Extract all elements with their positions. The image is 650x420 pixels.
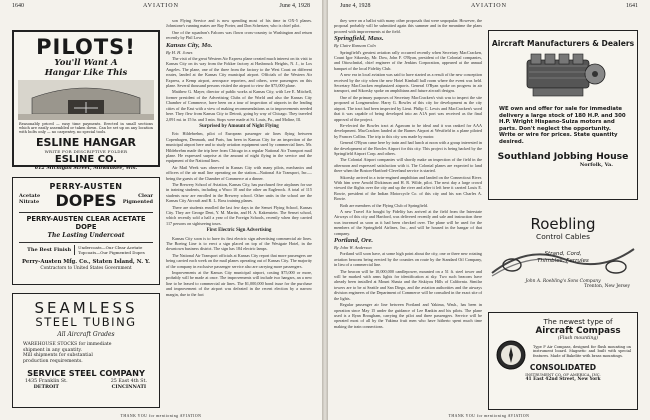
section-title-springfield: Springfield, Mass. [334, 35, 384, 43]
byline: By Claire Ransom Coln [334, 43, 376, 49]
seamless-company: SERVICE STEEL COMPANY [27, 368, 145, 379]
roebling-name: Roebling [530, 215, 596, 233]
southland-jobbing-ad [488, 30, 638, 200]
perry-company-top: PERRY-AUSTEN [49, 182, 123, 191]
esline-tagline-1: You'll Want A [54, 58, 118, 68]
seamless-line-1: SEAMLESS [34, 299, 138, 317]
compass-address: 41 East 42nd Street, New York [525, 377, 601, 383]
article-paragraph: There are students enrolled the last few days in the Sensei Flying School, Kansas City. They are George Dent, Y. M. Martin, and H. A. Kakenstein. The Sensei school, which recently sold a half a year of the Foreign Schools, recently when they carried 117 persons on sightseeing tours. [166, 204, 312, 226]
perry-clear: Clear [138, 193, 153, 199]
roebling-cables-ad [488, 214, 638, 298]
right-running-header [340, 3, 638, 13]
southland-body: WE own and offer for sale for immediate delivery a large stock of 180 H.P. and 300 H.P. Wright Hispano-Suiza motors and parts. Don't neglect the opportunity. Write or wire for prices. State quantity desired. [499, 106, 626, 145]
hangar-illustration [18, 80, 154, 120]
left-page [0, 0, 322, 420]
subheading-night-flying: Surprised by Amount of Night Flying [199, 123, 279, 129]
article-paragraph: One of the primary purposes of Secretary MacCracken's visit was to inspect the site proposed at Longmeadow. Harry G. Bowles of this city for development as the city airport. The tract had been inspected by Lieut. Philip C. Lewis and MacCracken's word that it was capable of being developed into an A1A port was received as the final approval of the project. [334, 94, 482, 122]
compass-line-1: The newest type of [543, 317, 613, 326]
article-paragraph: The beacon will be 10,000,000 candlepower, mounted on a 51 ft. steel tower and will be marked with arms lights for identification at sky. Two such beacons have already been installed at Mount Shasta and the Siskiyou Hills of California. Similar towers are to be at Seattle and San Diego, and the aviation authorities and the airways division engineers of the Department of Commerce will be consulted in the exact site of the lights. [334, 268, 482, 301]
seamless-stock-2: shipment in any quantity. [23, 347, 82, 353]
right-page [328, 0, 650, 420]
seamless-addr-2: 25 East 4th St. [110, 379, 147, 385]
perry-finish-1: Undercoats—Our Clear Acetate [78, 245, 143, 250]
right-article-column [334, 18, 482, 410]
left-article-column [166, 18, 312, 410]
roebling-illustration-area [488, 241, 638, 279]
roebling-city: Trenton, New Jersey [584, 284, 630, 290]
left-footer: THANK YOU for mentioning AVIATION [120, 414, 202, 418]
esline-cta: WRITE FOR DESCRIPTIVE FOLDER [44, 148, 128, 154]
perry-slogan: The Lasting Undercoat [47, 232, 125, 239]
roebling-maker: John A. Roebling's Sons Company [525, 279, 601, 284]
seamless-grades: All Aircraft Grades [57, 331, 115, 338]
perry-finish-2: Topcoats—Our Pigmented Dopes [78, 250, 145, 255]
article-paragraph: Matthew G. Mayer, director of public works at Kansas City, with Lee E. Mitchell, former president of the Advertising Clubs of the World and also the Kansas City Chamber of Commerce, have been on a tour of inspection of airports in the leading cities of the East with a view of making recommendations as to improvements needed here. They flew from Kansas City to Detroit, going by way of Chicago. They traveled 2,091 mi. in 15 hr. and 3 min. Stops were made at St. Louis, Pa., and Moline, Ill. [166, 89, 312, 122]
seamless-stock-1: WAREHOUSE STOCKS for immediate [23, 342, 112, 347]
perry-pigmented: Pigmented [122, 199, 153, 205]
southland-headline: Aircraft Manufacturers & Dealers [491, 39, 635, 48]
consolidated-compass-ad [488, 312, 638, 410]
article-paragraph: Regular passenger air line between Portland and Yakima, Wash., has been in operation since May 15 under the guidance of Lee Rankin and his pilots. The plane used is a Ryan Brougham, carrying the pilot and three passengers. Service will be operated most of all by the Yakima fruit men who have hitherto spent much time making the train connections. [334, 302, 482, 329]
engine-illustration [517, 52, 609, 100]
article-paragraph: The Colonial Airport companies will shortly make an inspection of the field in the afternoon and expressed satisfaction with it. The Colonial planes are expected to land there when the Boston-Hartford-Cleveland service is started. [334, 157, 482, 174]
southland-city: Norfolk, Va. [579, 161, 613, 168]
article-paragraph: One of the squadron's Falcons was flown cross-country to Washington and return recently by Phil Love. [166, 29, 312, 41]
right-page-number: 1641 [626, 3, 638, 9]
left-date: June 4, 1928 [279, 3, 310, 9]
seamless-tubing-ad [12, 293, 160, 408]
esline-headline: PILOTS! [36, 35, 136, 59]
southland-company: Southland Jobbing House [497, 150, 629, 162]
article-paragraph: Springfield's greatest aviation rally occurred recently when Secretary MacCracken, Count Igor Sikorsky, Mr. Dow, John F. O'Ryan, president of the Colonial companies, and Ottoschnitzl, chief engineer of the Jenkins Corporation, appeared at the annual banquet of the local Fidelity Club. [334, 49, 482, 71]
esline-body: Reasonably priced — easy time payments. Erected in small sections which are easily assembled or taken down. Can be set up on any location with bolts only — no carpentry, no special tools. [19, 122, 153, 135]
right-footer: THANK YOU for mentioning AVIATION [448, 414, 530, 418]
article-paragraph: Re-elected the Bowles tract at Agawam to be ideal and it was ranked for AAA development. MacCracken landed at the Barnes Airport at Westfield in a plane piloted by Frances Collins. The trip to this city was made by motor. [334, 122, 482, 139]
article-paragraph: The visit of the great Western Air Express plane created much interest on its visit to Kansas City on its way from the Fokker factory at Hasbrouck Heights, N. J., to Los Angeles. The plane, one of the three from the factory to the West Coast on different routes, landed at the Kansas City municipal airport. Officials of the Western Air Express, a Kemp airport, aerospace reporters, and others, were passengers on this plane. Several thousand persons visited the airport to view the $75,000 plane. [166, 56, 312, 89]
left-running-head: AVIATION [143, 3, 179, 9]
left-page-number: 1640 [12, 3, 24, 9]
esline-company: ESLINE CO. [54, 153, 118, 165]
article-paragraph: Portland will soon have, at some high point about the city, one or three new rotating aviation beacons being erected by the counties on route by the Standard Oil Company, in lieu of a commercial line. [334, 251, 482, 268]
article-paragraph: General O'Ryan came here by train and had lunch at noon with a group interested in the development of the Bowles Airport for this city. This project is being backed by the Springfield Airport Corp. and others. [334, 140, 482, 156]
seamless-city-1: DETROIT [33, 384, 59, 391]
compass-body: Type F Air Compass, designed for flush mounting on instrument board. Magnetic and built with special features. Made of Bakelite with brass mountings. [533, 345, 631, 358]
subheading-electric-sign: First Electric Sign Advertising [206, 228, 272, 234]
byline: By H. H. Jones [166, 49, 193, 55]
right-date: June 4, 1928 [340, 3, 371, 9]
compass-company-tail: INSTRUMENT CO. OF AMERICA, INC. [525, 372, 601, 378]
perry-dopes: DOPES [55, 191, 117, 210]
article-paragraph: The Brewery School of Aviation, Kansas City, has purchased five airplanes for use in training students, including a Waco 10 and the other an Eaglerock. A total of 115 students now are enrolled in the Brewery school. Other units in the school are the Kansas City Aircraft and R. L. Ross training planes. [166, 181, 312, 204]
seamless-city-2: CINCINNATI [111, 384, 147, 391]
seamless-line-2: STEEL TUBING [35, 315, 137, 329]
esline-name: ESLINE HANGAR [35, 135, 137, 149]
perry-maker: Perry-Austen Mfg. Co., Staten Island, N. Y. [22, 259, 150, 265]
compass-icon [495, 339, 527, 371]
seamless-stock-3: Mill shipments for substantial [23, 353, 93, 359]
seamless-stock-4: production requirements. [23, 358, 83, 364]
esline-address: 612 Michigan Street, Milwaukee, Wis. [34, 164, 138, 171]
article-paragraph: Kansas City soon is to have its first electric sign advertising commercial air lines. The Boeing Line is to erect a sign placed on top of the Westgate Hotel, in the downtown business district. The sign has 184 electric lamps. [166, 235, 312, 252]
section-title-kansas-city: Kansas City, Mo. [166, 41, 213, 49]
compass-line-3: (Flush mounting) [557, 336, 599, 341]
article-paragraph: A new Travel Air bought by Fidelity has arrived at the field from the Interstate Airways of this city and Hartford, was delivered recently and sale and instruction there was increased as soon as it had been checked over. The plane will be used for the members of the Springfield Airlines, Inc., and will be housed in the hangar of that company. [334, 209, 482, 236]
esline-tagline-2: Hangar Like This [44, 68, 128, 78]
article-paragraph: The National Air Transport officials at Kansas City report that more passengers are being carried each week on the mail planes operating out of Kansas City. The majority of the company in exclusive passenger service also are carrying more passengers. [166, 252, 312, 269]
esline-hangar-ad [12, 30, 160, 171]
compass-company: CONSOLIDATED [529, 363, 597, 373]
article-paragraph: son Flying Service and is now spending most of his time in OX-5 planes. Johnstone's running mates are Ray Porter, and Don Schertzer, who is chief pilot. [166, 18, 312, 29]
article-paragraph: A new era in local aviation was said to have started as a result of the new conception received by the city when the new Hotel Kimball hall room where the event was held. Secretary MacCracken emphasized airports. General O'Ryan spoke on progress in air transport, and Sikorsky spoke on amphibians and future aircraft designs. [334, 72, 482, 94]
perry-product: PERRY-AUSTEN CLEAR ACETATE DOPE [26, 215, 146, 231]
article-paragraph: Improvements at the Kansas City municipal airport, costing $75,000 or more, probably will be made at once. The improvements will include two hangars, an a new line to be leased to commercial air lines. The $1,000,000 bond issue for the purchase and improvement of the airport was defeated in the recent election by a narrow margin, due to the fact [166, 270, 312, 297]
article-paragraph: Eric Hildebrehm, pilot of European passenger air lines flying between Copenhagen, Denmark, and Paris, has been in Kansas City for an inspection of the municipal airport here and to study aviation equipment used by commercial lines. Mr. Hildebrehm made the trip here from Chicago in a regular National Air Transport mail plane. He expressed surprise at the amount of night flying in the service and the equipment of the National lines. [166, 131, 312, 164]
article-paragraph: Air Mail Week was observed in Kansas City with many pilots, mechanics and officers of the air mail line operating on the station—National Air Transport, Inc.—being the guests of the Chamber of Commerce at a dinner. [166, 164, 312, 181]
right-running-head: AVIATION [471, 3, 507, 9]
seamless-addr-1: 1435 Franklin St. [25, 379, 68, 385]
perry-acetate: Acetate [19, 193, 41, 199]
byline: By John W. Anderson [334, 245, 372, 251]
left-running-header [12, 3, 310, 13]
roebling-items: Strand, Cord, Thimbles, Ferrules [537, 251, 589, 264]
perry-finish-block [13, 245, 159, 255]
roebling-product: Control Cables [536, 232, 590, 241]
perry-nitrate: Nitrate [19, 199, 40, 205]
section-title-portland: Portland, Ore. [334, 237, 374, 245]
article-paragraph: Both are members of the Flying Club of Springfield. [340, 202, 429, 208]
perry-contractors: Contractors to United States Government [40, 266, 132, 271]
article-paragraph: Sikorsky arrived in a twin-engined amphibian and landed on the Connecticut River. With him were Arnold Dickinson and H. R. Wilde, pilot. The next day a large crowd viewed the flights over the city and up the river and after it left here it carried Louis E. Bowie, president of the Indian Motorcycle Co. of this city and his son Charles A. Bowie. [334, 174, 482, 202]
perry-austen-ad [12, 177, 160, 285]
compass-line-2: Aircraft Compass [535, 326, 621, 336]
dopes-row [13, 192, 159, 210]
article-paragraph: they were on a ballot with many other proposals that were unpopular. However, the proposal probably will be submitted again this summer and in the meantime the plans proceed with improvements at the field. [334, 18, 482, 34]
perry-finish-label: The Best Finish [27, 247, 72, 253]
